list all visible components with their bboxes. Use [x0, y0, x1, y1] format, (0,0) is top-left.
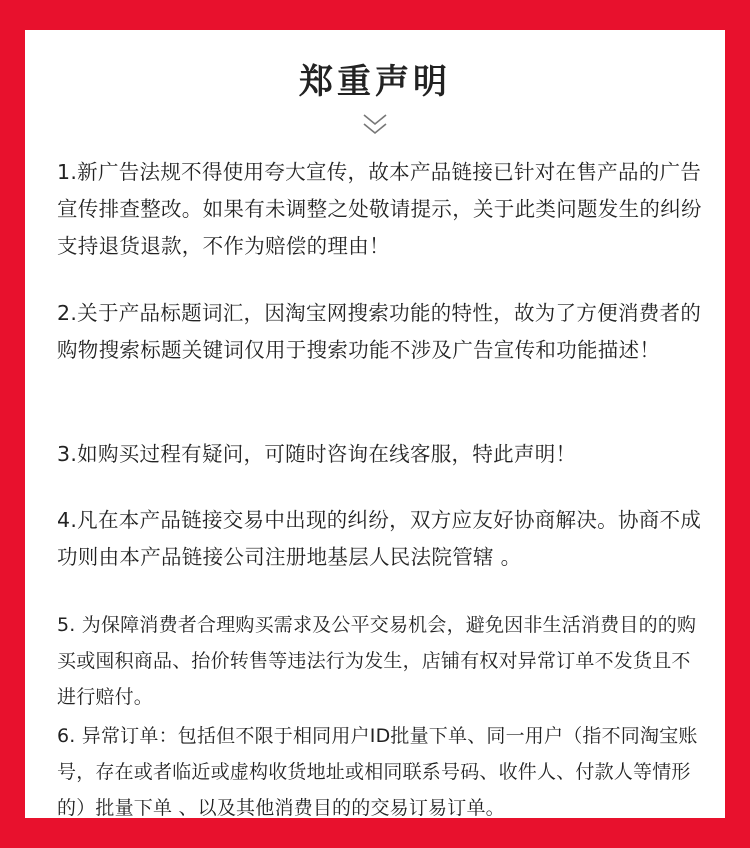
double-chevron-down-icon — [361, 112, 389, 138]
notice-paragraph-2: 2.关于产品标题词汇，因淘宝网搜索功能的特性，故为了方便消费者的购物搜索标题关键词仅用于搜索功能不涉及广告宣传和功能描述！ — [57, 301, 702, 362]
notice-paragraph-4: 4.凡在本产品链接交易中出现的纠纷，双方应友好协商解决。协商不成功则由本产品链接公司注册地基层人民法院管辖 。 — [57, 508, 702, 569]
notice-card — [25, 30, 725, 818]
notice-paragraph-5: 5. 为保障消费者合理购买需求及公平交易机会，避免因非生活消费目的的购买或囤积商品、抬价转售等违法行为发生，店铺有权对异常订单不发货且不进行赔付。 — [57, 614, 697, 708]
notice-paragraph-1: 1.新广告法规不得使用夸大宣传，故本产品链接已针对在售产品的广告宣传排查整改。如果有未调整之处敬请提示，关于此类问题发生的纠纷支持退货退款，不作为赔偿的理由！ — [57, 160, 702, 258]
notice-paragraph-3: 3.如购买过程有疑问，可随时咨询在线客服，特此声明！ — [57, 442, 577, 466]
notice-title: 郑重声明 — [299, 62, 451, 102]
notice-paragraph-6: 6. 异常订单：包括但不限于相同用户ID批量下单、同一用户（指不同淘宝账号，存在或者临近或虚构收货地址或相同联系号码、收件人、付款人等情形的）批量下单 、以及其他消费目的的交易订易订单。 — [57, 725, 698, 819]
